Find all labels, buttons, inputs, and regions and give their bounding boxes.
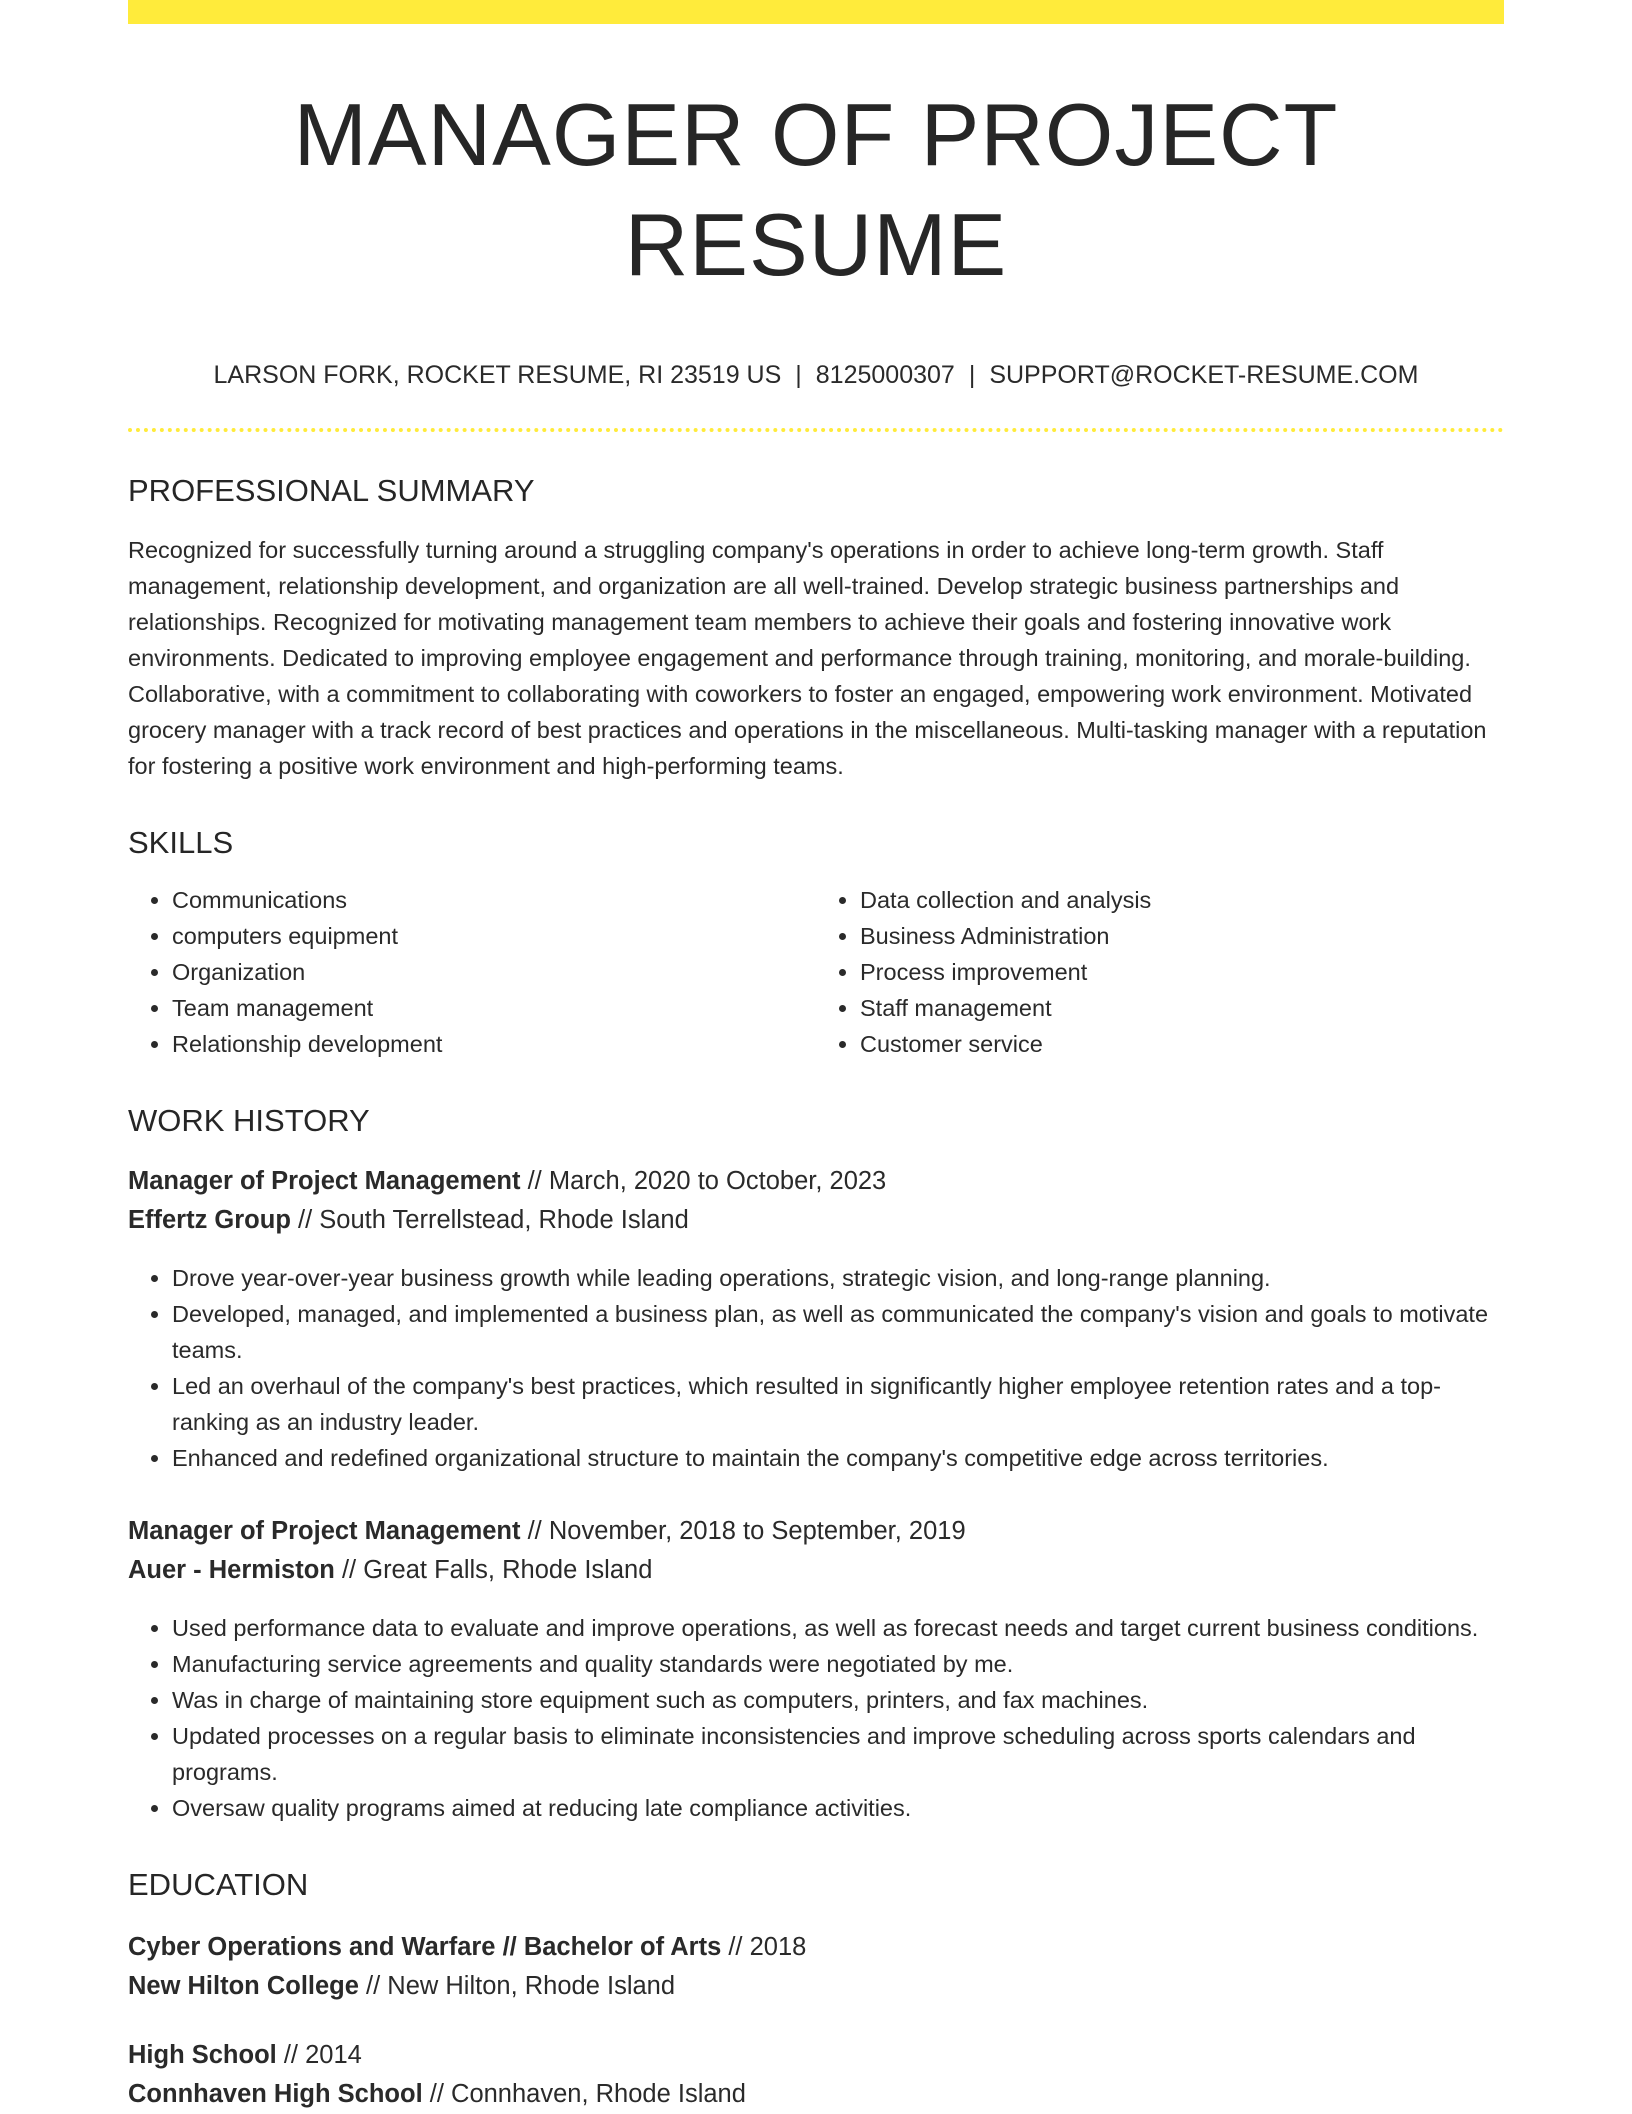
job-company: Auer - Hermiston bbox=[128, 1556, 335, 1584]
job-bullet: • Oversaw quality programs aimed at reducing late compliance activities. bbox=[172, 1790, 1504, 1826]
skills-heading: SKILLS bbox=[128, 825, 234, 860]
resume-page bbox=[128, 0, 1504, 2114]
job-entry bbox=[128, 1162, 1504, 1476]
education-heading: EDUCATION bbox=[128, 1867, 309, 1902]
education-location: Connhaven, Rhode Island bbox=[451, 2080, 746, 2108]
job-title-line bbox=[128, 1162, 1504, 1201]
job-bullet: • Enhanced and redefined organizational structure to maintain the company's competitive edge across territories. bbox=[172, 1440, 1504, 1476]
education-school: New Hilton College bbox=[128, 1972, 359, 2000]
education-entry bbox=[128, 1928, 1504, 2006]
skills-list bbox=[128, 882, 1504, 1062]
skill-item: • Relationship development bbox=[172, 1026, 816, 1062]
resume-title: MANAGER OF PROJECT RESUME bbox=[293, 85, 1339, 294]
job-bullet: • Was in charge of maintaining store equipment such as computers, printers, and fax machines. bbox=[172, 1682, 1504, 1718]
separator: // bbox=[527, 1167, 542, 1195]
job-company-line bbox=[128, 1551, 1504, 1590]
education-degree: Cyber Operations and Warfare // Bachelor of Arts bbox=[128, 1933, 722, 1961]
job-location: South Terrellstead, Rhode Island bbox=[319, 1206, 689, 1234]
education-entry bbox=[128, 2036, 1504, 2114]
contact-email: SUPPORT@ROCKET-RESUME.COM bbox=[989, 361, 1419, 389]
skill-item: • Staff management bbox=[860, 990, 1504, 1026]
separator: // bbox=[527, 1517, 542, 1545]
job-title-line bbox=[128, 1512, 1504, 1551]
skill-item: • Team management bbox=[172, 990, 816, 1026]
skills-column-right bbox=[816, 882, 1504, 1062]
job-entry bbox=[128, 1512, 1504, 1826]
summary-text: Recognized for successfully turning around a struggling company's operations in order to achieve long-term growth. Staff management, relationship development, and organization are all well-trained. Develop strategic business partnerships and relationships. Recognized for motivating management team members to achieve their goals and fostering innovative work environments. Dedicated to improving employee engagement and performance through training, monitoring, and morale-building. Collaborative, with a commitment to collaborating with coworkers to foster an engaged, empowering work environment. Motivated grocery manager with a track record of best practices and operations in the miscellaneous. Multi-tasking manager with a reputation for fostering a positive work environment and high-performing teams. bbox=[128, 537, 1487, 779]
skill-item: • Customer service bbox=[860, 1026, 1504, 1062]
job-role: Manager of Project Management bbox=[128, 1167, 521, 1195]
education-year: 2018 bbox=[749, 1933, 807, 1961]
skill-item: • Data collection and analysis bbox=[860, 882, 1504, 918]
contact-separator: | bbox=[968, 361, 976, 389]
skills-column-left bbox=[128, 882, 816, 1062]
separator: // bbox=[429, 2080, 444, 2108]
contact-line bbox=[128, 360, 1504, 390]
job-location: Great Falls, Rhode Island bbox=[363, 1556, 653, 1584]
separator: // bbox=[728, 1933, 743, 1961]
contact-separator: | bbox=[795, 361, 802, 389]
job-bullet: • Manufacturing service agreements and quality standards were negotiated by me. bbox=[172, 1646, 1504, 1682]
skill-item: • Organization bbox=[172, 954, 816, 990]
job-bullets bbox=[128, 1260, 1504, 1476]
job-bullet: • Updated processes on a regular basis to eliminate inconsistencies and improve scheduling across sports calendars and programs. bbox=[172, 1718, 1504, 1790]
education-degree-line bbox=[128, 1928, 1504, 1967]
education-degree: High School bbox=[128, 2041, 277, 2069]
job-company-line bbox=[128, 1201, 1504, 1240]
job-bullet: • Led an overhaul of the company's best practices, which resulted in significantly higher employee retention rates and a top-ranking as an industry leader. bbox=[172, 1368, 1504, 1440]
job-bullet: • Drove year-over-year business growth while leading operations, strategic vision, and long-range planning. bbox=[172, 1260, 1504, 1296]
job-dates: March, 2020 to October, 2023 bbox=[548, 1167, 887, 1195]
job-bullet: • Developed, managed, and implemented a business plan, as well as communicated the company's vision and goals to motivate teams. bbox=[172, 1296, 1504, 1368]
summary-heading: PROFESSIONAL SUMMARY bbox=[128, 473, 535, 508]
education-school-line bbox=[128, 2075, 1504, 2114]
education-degree-line bbox=[128, 2036, 1504, 2075]
education-location: New Hilton, Rhode Island bbox=[387, 1972, 676, 2000]
contact-phone: 8125000307 bbox=[815, 361, 955, 389]
job-bullet: • Used performance data to evaluate and improve operations, as well as forecast needs and target current business conditions. bbox=[172, 1610, 1504, 1646]
skill-item: • computers equipment bbox=[172, 918, 816, 954]
education-school-line bbox=[128, 1967, 1504, 2006]
education-year: 2014 bbox=[305, 2041, 362, 2069]
education-school: Connhaven High School bbox=[128, 2080, 423, 2108]
job-role: Manager of Project Management bbox=[128, 1517, 521, 1545]
divider bbox=[128, 428, 1504, 432]
separator: // bbox=[341, 1556, 357, 1584]
contact-address: LARSON FORK, ROCKET RESUME, RI 23519 US bbox=[213, 361, 782, 389]
separator: // bbox=[298, 1206, 313, 1234]
separator: // bbox=[283, 2041, 299, 2069]
skill-item: • Business Administration bbox=[860, 918, 1504, 954]
job-bullets bbox=[128, 1610, 1504, 1826]
skill-item: • Process improvement bbox=[860, 954, 1504, 990]
job-company: Effertz Group bbox=[128, 1206, 291, 1234]
accent-bar bbox=[128, 0, 1504, 24]
work-history-heading: WORK HISTORY bbox=[128, 1103, 370, 1138]
separator: // bbox=[366, 1972, 381, 2000]
job-dates: November, 2018 to September, 2019 bbox=[548, 1517, 966, 1545]
skill-item: • Communications bbox=[172, 882, 816, 918]
